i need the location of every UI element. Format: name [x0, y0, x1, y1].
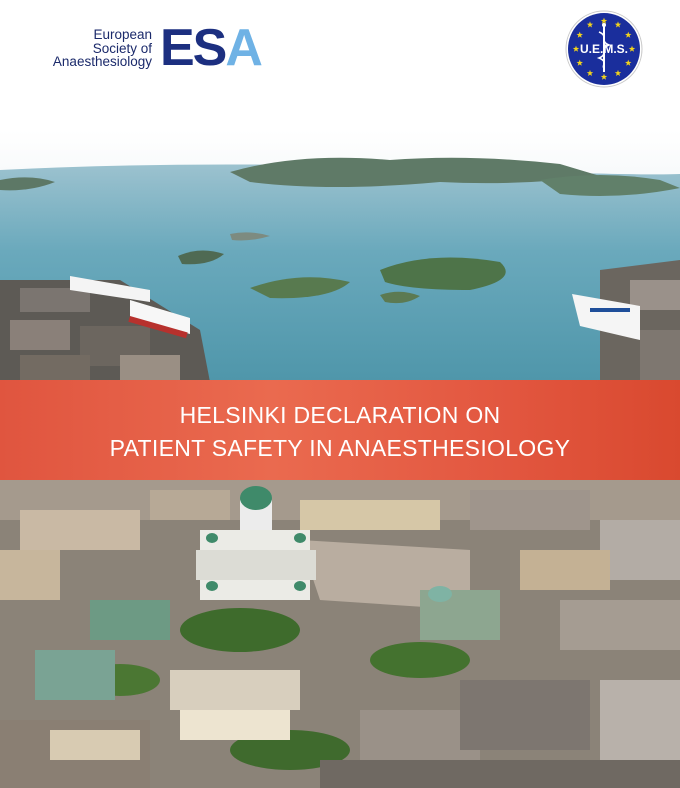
title-line-2: PATIENT SAFETY IN ANAESTHESIOLOGY — [109, 435, 571, 461]
city-photo — [0, 480, 680, 788]
esa-name-line-1: European — [93, 27, 152, 42]
esa-logo-a: A — [225, 19, 261, 77]
title-banner — [0, 380, 680, 482]
uems-label: U.E.M.S. — [579, 42, 629, 56]
esa-name-line-2: Society of — [92, 40, 152, 56]
esa-logo-es: ES — [160, 19, 226, 77]
esa-logo — [160, 19, 261, 77]
title-line-1: HELSINKI DECLARATION ON — [179, 402, 501, 428]
header — [0, 0, 680, 130]
esa-name-line-3: Anaesthesiology — [52, 54, 152, 69]
uems-seal-icon — [565, 10, 643, 88]
harbour-photo — [0, 130, 680, 382]
esa-name — [30, 28, 152, 69]
